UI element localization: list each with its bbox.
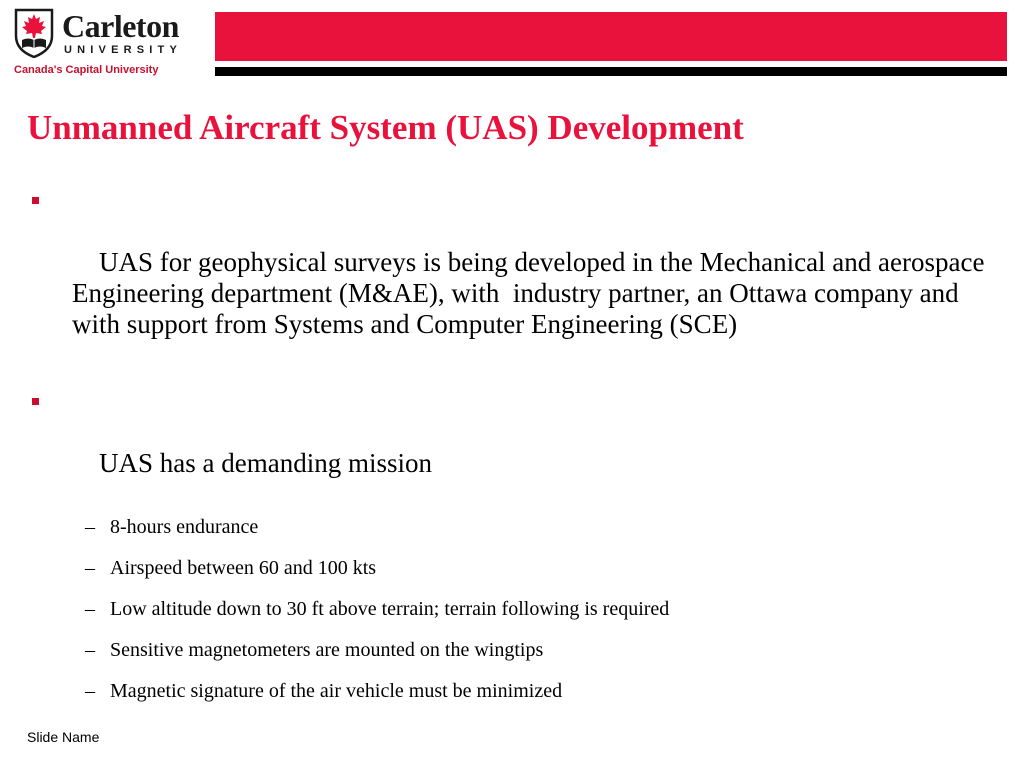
sub-bullet-item <box>30 638 990 662</box>
sub-bullet-list <box>30 515 990 703</box>
bullet-text: UAS for geophysical surveys is being developed in the Mechanical and aerospace Engineering department (M&AE), with industry partner, an Ottawa company and with support from Systems and Computer Engineering (SCE) <box>72 247 992 339</box>
slide-title: Unmanned Aircraft System (UAS) Development <box>27 108 744 147</box>
sub-bullet-text: Airspeed between 60 and 100 kts <box>110 557 377 579</box>
sub-bullet-text: Low altitude down to 30 ft above terrain; terrain following is required <box>110 598 670 620</box>
bullet-item <box>30 386 990 510</box>
dash-bullet-icon: – <box>85 516 95 538</box>
dash-bullet-icon: – <box>85 639 95 661</box>
carleton-logo <box>14 8 204 80</box>
header-black-bar <box>215 67 1007 76</box>
sub-bullet-item <box>30 515 990 539</box>
slide-content <box>30 185 990 720</box>
maple-leaf-shield-icon <box>14 8 54 58</box>
sub-bullet-item <box>30 679 990 703</box>
square-bullet-icon <box>32 398 39 405</box>
sub-bullet-text: 8-hours endurance <box>110 516 259 538</box>
dash-bullet-icon: – <box>85 557 95 579</box>
dash-bullet-icon: – <box>85 598 95 620</box>
sub-bullet-item <box>30 556 990 580</box>
brand-tagline: Canada's Capital University <box>14 64 159 76</box>
sub-bullet-text: Magnetic signature of the air vehicle must be minimized <box>110 680 563 702</box>
brand-university: UNIVERSITY <box>64 44 183 56</box>
square-bullet-icon <box>32 197 39 204</box>
footer-slide-name: Slide Name <box>27 729 100 745</box>
bullet-item <box>30 185 990 371</box>
dash-bullet-icon: – <box>85 680 95 702</box>
header-red-bar <box>215 12 1007 61</box>
sub-bullet-text: Sensitive magnetometers are mounted on the wingtips <box>110 639 544 661</box>
sub-bullet-item <box>30 597 990 621</box>
brand-name: Carleton <box>62 8 179 44</box>
bullet-text: UAS has a demanding mission <box>99 448 432 478</box>
